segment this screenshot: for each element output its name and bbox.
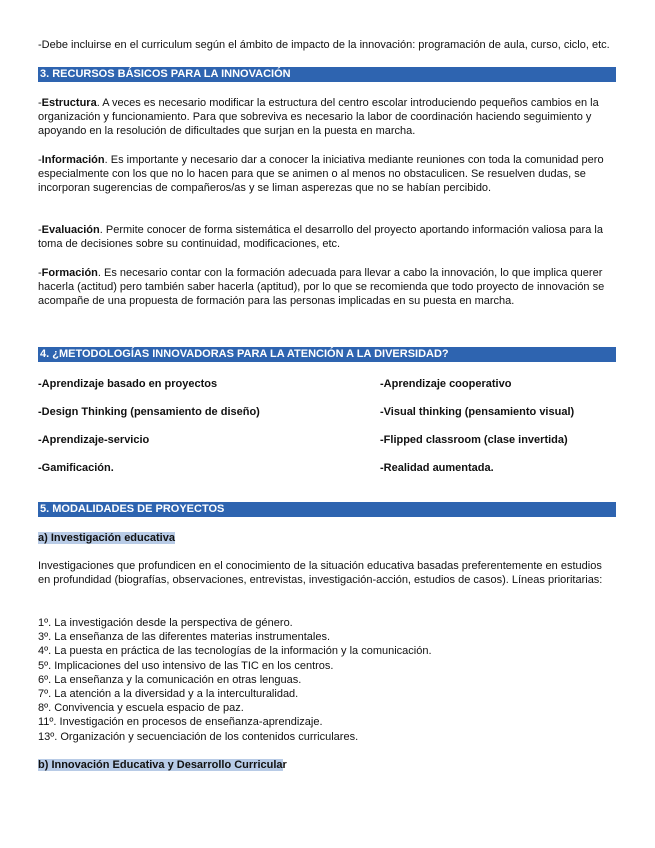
subsection-b-tail: r <box>282 759 287 771</box>
subsection-a-label: a) Investigación educativa <box>38 532 175 544</box>
method-item: -Gamificación. <box>38 462 114 474</box>
list-item: 5º. Implicaciones del uso intensivo de las TIC en los centros. <box>38 659 334 672</box>
investigacion-paragraph: Investigaciones que profundicen en el conocimiento de la situación educativa basadas preferentemente en estudios en profundidad (biografías, observaciones, entrevistas, investigación-acción, estudios de casos). Líneas prioritarias: <box>38 560 603 587</box>
method-item: -Flipped classroom (clase invertida) <box>380 434 568 446</box>
method-item: -Aprendizaje basado en proyectos <box>38 378 218 390</box>
resource-formacion: -Formación. Es necesario contar con la formación adecuada para llevar a cabo la innovación, lo que implica querer hacerla (actitud) pero también saber hacerla (aptitud), por lo que se recomienda que todo proyecto de innovación se acompañe de una propuesta de formación para las personas implicadas en su puesta en marcha. <box>38 267 605 308</box>
subsection-b-title <box>38 758 616 772</box>
section-4-heading: 4. ¿METODOLOGÍAS INNOVADORAS PARA LA ATENCIÓN A LA DIVERSIDAD? <box>38 347 616 362</box>
list-item: 7º. La atención a la diversidad y a la interculturalidad. <box>38 688 299 701</box>
text-estructura: . A veces es necesario modificar la estructura del centro escolar introduciendo pequeños cambios en la organización y funcionamiento. Para que sobreviva es necesario la labor de coordinación haciendo seguimiento y apoyando en la resolución de dificultades que surjan en la puesta en marcha. <box>38 97 599 138</box>
method-item: -Aprendizaje-servicio <box>38 434 150 446</box>
text-informacion: . Es importante y necesario dar a conocer la iniciativa mediante reuniones con toda la comunidad pero especialmente con los que no lo hacen para que se animen o al menos no obstaculicen. Se resuelven dudas, se incorporan sugerencias de compañeros/as y se liman asperezas que no se habían percibido. <box>38 154 604 195</box>
list-item: 8º. Convivencia y escuela espacio de paz. <box>38 702 244 715</box>
intro-line: -Debe incluirse en el curriculum según el ámbito de impacto de la innovación: programación de aula, curso, ciclo, etc. <box>38 39 610 51</box>
subsection-a-title <box>38 531 616 545</box>
resource-evaluacion: -Evaluación. Permite conocer de forma sistemática el desarrollo del proyecto aportando información valiosa para la toma de decisiones sobre su continuidad, modificaciones, etc. <box>38 224 603 251</box>
list-item: 6º. La enseñanza y la comunicación en otras lenguas. <box>38 673 302 686</box>
section-3-heading: 3. RECURSOS BÁSICOS PARA LA INNOVACIÓN <box>38 67 616 82</box>
term-evaluacion: Evaluación <box>41 224 100 236</box>
method-item: -Design Thinking (pensamiento de diseño) <box>38 406 260 418</box>
list-item: 13º. Organización y secuenciación de los contenidos curriculares. <box>38 730 359 743</box>
method-item: -Aprendizaje cooperativo <box>380 378 512 390</box>
list-item: 1º. La investigación desde la perspectiva de género. <box>38 617 293 629</box>
term-informacion: Información <box>41 154 105 166</box>
method-item: -Realidad aumentada. <box>380 462 494 474</box>
term-formacion: Formación <box>41 267 98 279</box>
list-item: 4º. La puesta en práctica de las tecnologías de la información y la comunicación. <box>38 645 432 658</box>
list-item: 3º. La enseñanza de las diferentes materias instrumentales. <box>38 631 331 644</box>
text-formacion: . Es necesario contar con la formación adecuada para llevar a cabo la innovación, lo que implica querer hacerla (actitud) pero también saber hacerla (aptitud), por lo que se recomienda que todo proyecto de innovación se acompañe de una propuesta de formación para las personas implicadas en su puesta en marcha. <box>38 267 605 308</box>
resource-informacion: -Información. Es importante y necesario dar a conocer la iniciativa mediante reuniones con toda la comunidad pero especialmente con los que no lo hacen para que se animen o al menos no obstaculicen. Se resuelven dudas, se incorporan sugerencias de compañeros/as y se liman asperezas que no se habían percibido. <box>38 154 604 195</box>
list-item: 11º. Investigación en procesos de enseñanza-aprendizaje. <box>38 716 323 729</box>
section-5-heading: 5. MODALIDADES DE PROYECTOS <box>38 502 616 517</box>
subsection-b-label: b) Innovación Educativa y Desarrollo Curricula <box>38 759 283 771</box>
priority-lines-list <box>38 616 616 744</box>
method-item: -Visual thinking (pensamiento visual) <box>380 406 575 418</box>
resource-estructura: -Estructura. A veces es necesario modificar la estructura del centro escolar introduciendo pequeños cambios en la organización y funcionamiento. Para que sobreviva es necesario la labor de coordinación haciendo seguimiento y apoyando en la resolución de dificultades que surjan en la puesta en marcha. <box>38 97 599 138</box>
term-estructura: Estructura <box>41 97 97 109</box>
text-evaluacion: . Permite conocer de forma sistemática el desarrollo del proyecto aportando información valiosa para la toma de decisiones sobre su continuidad, modificaciones, etc. <box>38 224 603 251</box>
